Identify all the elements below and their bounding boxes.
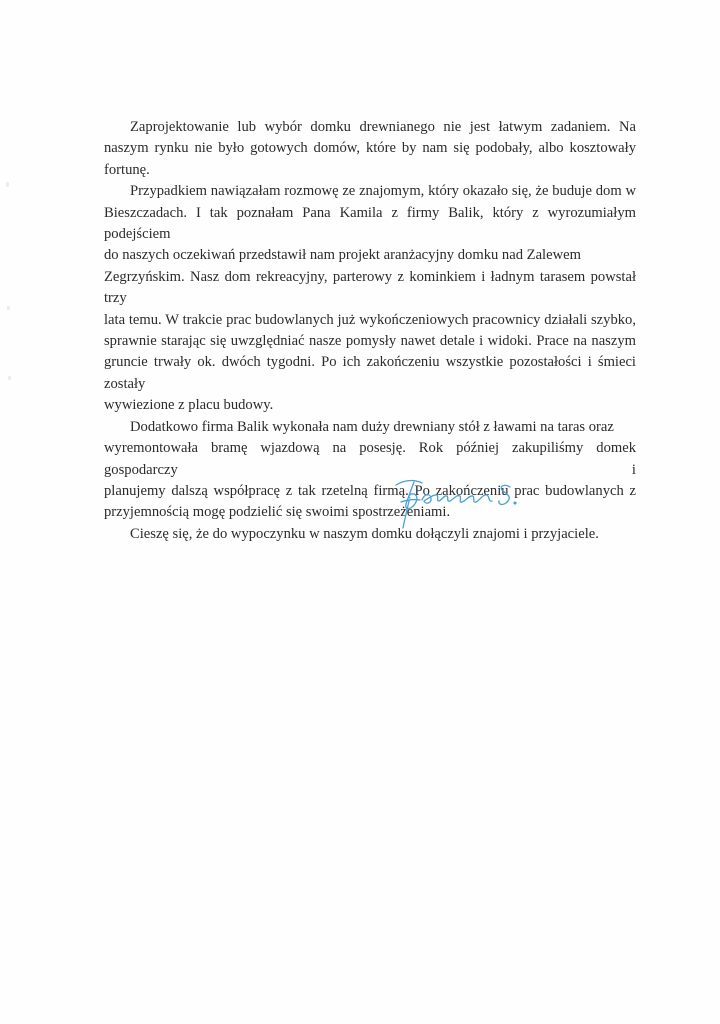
signature-stroke xyxy=(499,485,510,504)
scan-speck xyxy=(7,306,10,310)
paragraph-1-line-2: naszym rynku nie było gotowych domów, które by nam się podobały, albo kosztowały xyxy=(104,140,636,157)
paragraph-2-line-2: Bieszczadach. I tak poznałam Pana Kamila z firmy Balik, który z wyrozumiałym podejściem xyxy=(104,204,636,243)
paragraph-2-line-8: wywiezione z placu budowy. xyxy=(104,397,274,414)
signature-stroke xyxy=(396,481,422,485)
signature-dot xyxy=(514,502,516,504)
paragraph-2-line-6: sprawnie starając się uwzględniać nasze pomysły nawet detale i widoki. Prace na naszym xyxy=(104,333,636,350)
paragraph-2-line-5: lata temu. W trakcie prac budowlanych już wykończeniowych pracownicy działali szybko, xyxy=(104,311,636,328)
scan-speck xyxy=(8,376,11,380)
letter-body xyxy=(104,117,636,545)
paragraph-4-line-1: Cieszę się, że do wypoczynku w naszym domku dołączyli znajomi i przyjaciele. xyxy=(130,525,599,542)
paragraph-3-line-2: wyremontowała bramę wjazdową na posesję. Rok później zakupiliśmy domek gospodarczy i xyxy=(104,440,636,478)
paragraph-2-line-1: Przypadkiem nawiązałam rozmowę ze znajomym, który okazało się, że buduje dom w xyxy=(130,183,636,200)
handwritten-signature xyxy=(392,470,542,540)
scan-speck xyxy=(6,182,9,187)
signature-stroke xyxy=(406,482,417,509)
paragraph-3-line-1: Dodatkowo firma Balik wykonała nam duży drewniany stół z ławami na taras oraz xyxy=(130,418,614,435)
paragraph-1-line-3: fortunę. xyxy=(104,161,150,178)
paragraph-3-line-4: przyjemnością mogę podzielić się swoimi spostrzeżeniami. xyxy=(104,504,451,521)
paragraph-2-line-3: do naszych oczekiwań przedstawił nam projekt aranżacyjny domku nad Zalewem xyxy=(104,247,581,264)
paragraph-3-line-3: planujemy dalszą współpracę z tak rzetelną firmą. Po zakończeniu prac budowlanych z xyxy=(104,482,636,499)
paragraph-2-line-7: gruncie trwały ok. dwóch tygodni. Po ich zakończeniu wszystkie pozostałości i śmieci zostały xyxy=(104,354,636,392)
paragraph-2-line-4: Zegrzyńskim. Nasz dom rekreacyjny, parterowy z kominkiem i ładnym tarasem powstał trzy xyxy=(104,268,636,307)
paragraph-1-line-1: Zaprojektowanie lub wybór domku drewnianego nie jest łatwym zadaniem. Na xyxy=(130,119,636,135)
signature-stroke xyxy=(422,495,492,503)
